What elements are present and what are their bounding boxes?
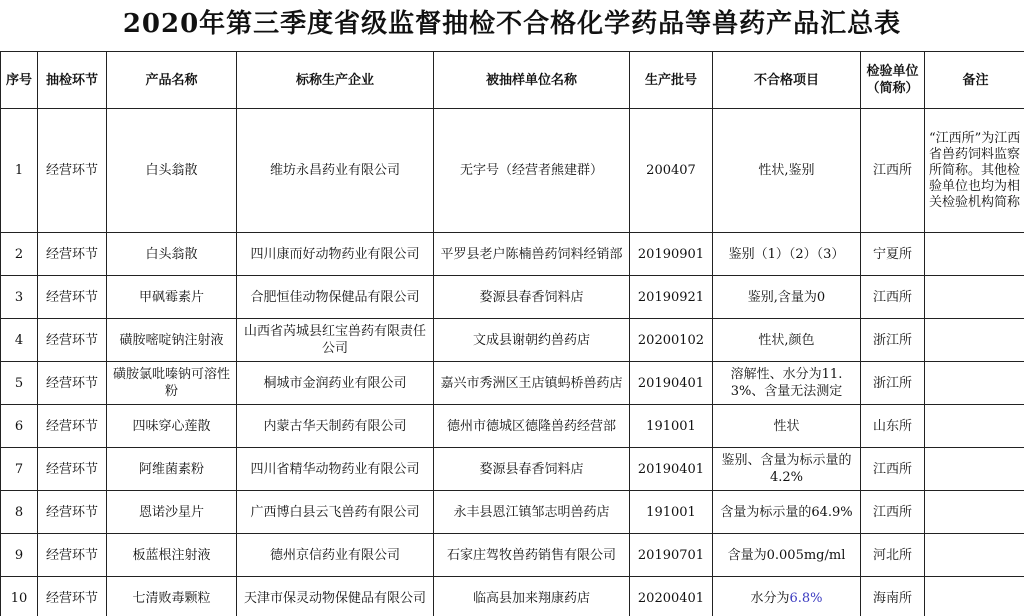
cell-note xyxy=(925,534,1024,577)
cell-batch: 20190901 xyxy=(630,233,713,276)
cell-sampled: 德州市德城区德隆兽药经营部 xyxy=(434,405,630,448)
header-items: 不合格项目 xyxy=(713,52,861,109)
cell-batch: 191001 xyxy=(630,405,713,448)
cell-items: 性状 xyxy=(713,405,861,448)
cell-product: 板蓝根注射液 xyxy=(107,534,237,577)
cell-no: 6 xyxy=(1,405,38,448)
cell-sampled: 婺源县春香饲料店 xyxy=(434,276,630,319)
cell-items: 含量为0.005mg/ml xyxy=(713,534,861,577)
table-row xyxy=(1,577,1024,616)
cell-batch: 200407 xyxy=(630,109,713,233)
table-row xyxy=(1,233,1024,276)
cell-maker: 四川省精华动物药业有限公司 xyxy=(237,448,434,491)
cell-note: “江西所”为江西省兽药饲料监察所简称。其他检验单位也均为相关检验机构简称 xyxy=(925,109,1024,233)
header-no: 序号 xyxy=(1,52,38,109)
cell-sampled: 嘉兴市秀洲区王店镇蚂桥兽药店 xyxy=(434,362,630,405)
cell-lab: 浙江所 xyxy=(861,319,925,362)
cell-sampled: 无字号（经营者熊建群） xyxy=(434,109,630,233)
cell-maker: 桐城市金润药业有限公司 xyxy=(237,362,434,405)
cell-batch: 20200102 xyxy=(630,319,713,362)
cell-batch: 191001 xyxy=(630,491,713,534)
cell-lab: 江西所 xyxy=(861,448,925,491)
cell-no: 2 xyxy=(1,233,38,276)
cell-no: 5 xyxy=(1,362,38,405)
cell-sampled: 文成县谢朝约兽药店 xyxy=(434,319,630,362)
cell-stage: 经营环节 xyxy=(38,233,107,276)
cell-no: 8 xyxy=(1,491,38,534)
header-stage: 抽检环节 xyxy=(38,52,107,109)
cell-sampled: 平罗县老户陈楠兽药饲料经销部 xyxy=(434,233,630,276)
cell-sampled: 临高县加来翔康药店 xyxy=(434,577,630,616)
cell-maker: 德州京信药业有限公司 xyxy=(237,534,434,577)
header-lab: 检验单位（简称） xyxy=(861,52,925,109)
cell-stage: 经营环节 xyxy=(38,362,107,405)
cell-sampled: 永丰县恩江镇邹志明兽药店 xyxy=(434,491,630,534)
cell-maker: 天津市保灵动物保健品有限公司 xyxy=(237,577,434,616)
cell-items-prefix: 水分为 xyxy=(750,590,790,606)
table-row xyxy=(1,448,1024,491)
header-product: 产品名称 xyxy=(107,52,237,109)
cell-lab: 浙江所 xyxy=(861,362,925,405)
cell-product: 七清败毒颗粒 xyxy=(107,577,237,616)
header-maker: 标称生产企业 xyxy=(237,52,434,109)
table-row xyxy=(1,491,1024,534)
cell-maker: 维坊永昌药业有限公司 xyxy=(237,109,434,233)
table-row xyxy=(1,319,1024,362)
cell-maker: 合肥恒佳动物保健品有限公司 xyxy=(237,276,434,319)
cell-lab: 江西所 xyxy=(861,109,925,233)
cell-stage: 经营环节 xyxy=(38,491,107,534)
cell-lab: 宁夏所 xyxy=(861,233,925,276)
cell-no: 9 xyxy=(1,534,38,577)
cell-lab: 山东所 xyxy=(861,405,925,448)
cell-lab: 海南所 xyxy=(861,577,925,616)
table-row xyxy=(1,362,1024,405)
cell-product: 磺胺嘧啶钠注射液 xyxy=(107,319,237,362)
cell-stage: 经营环节 xyxy=(38,109,107,233)
cell-items: 溶解性、水分为11.3%、含量无法测定 xyxy=(713,362,861,405)
cell-stage: 经营环节 xyxy=(38,534,107,577)
table-row xyxy=(1,109,1024,233)
cell-sampled: 石家庄驾牧兽药销售有限公司 xyxy=(434,534,630,577)
cell-note xyxy=(925,491,1024,534)
cell-lab: 江西所 xyxy=(861,491,925,534)
cell-no: 4 xyxy=(1,319,38,362)
cell-no: 1 xyxy=(1,109,38,233)
cell-product: 阿维菌素粉 xyxy=(107,448,237,491)
cell-product: 白头翁散 xyxy=(107,109,237,233)
cell-product: 白头翁散 xyxy=(107,233,237,276)
cell-stage: 经营环节 xyxy=(38,448,107,491)
cell-items: 含量为标示量的64.9% xyxy=(713,491,861,534)
cell-no: 7 xyxy=(1,448,38,491)
cell-items: 鉴别,含量为0 xyxy=(713,276,861,319)
cell-items: 鉴别（1）（2）（3） xyxy=(713,233,861,276)
cell-batch: 20190401 xyxy=(630,448,713,491)
cell-items: 性状,颜色 xyxy=(713,319,861,362)
cell-maker: 广西博白县云飞兽药有限公司 xyxy=(237,491,434,534)
cell-no: 10 xyxy=(1,577,38,616)
cell-note xyxy=(925,362,1024,405)
cell-batch: 20200401 xyxy=(630,577,713,616)
cell-lab: 河北所 xyxy=(861,534,925,577)
cell-note xyxy=(925,448,1024,491)
cell-stage: 经营环节 xyxy=(38,577,107,616)
cell-maker: 山西省芮城县红宝兽药有限责任公司 xyxy=(237,319,434,362)
cell-no: 3 xyxy=(1,276,38,319)
cell-items: 鉴别、含量为标示量的4.2% xyxy=(713,448,861,491)
page-title: 2020年第三季度省级监督抽检不合格化学药品等兽药产品汇总表 xyxy=(122,9,902,39)
table-row xyxy=(1,405,1024,448)
cell-batch: 20190921 xyxy=(630,276,713,319)
cell-product: 磺胺氯吡嗪钠可溶性粉 xyxy=(107,362,237,405)
summary-table xyxy=(0,51,1024,616)
cell-sampled: 婺源县春香饲料店 xyxy=(434,448,630,491)
cell-items: 性状,鉴别 xyxy=(713,109,861,233)
header-batch: 生产批号 xyxy=(630,52,713,109)
header-note: 备注 xyxy=(925,52,1024,109)
cell-stage: 经营环节 xyxy=(38,405,107,448)
cell-batch: 20190701 xyxy=(630,534,713,577)
table-header-row xyxy=(1,52,1024,109)
table-row xyxy=(1,276,1024,319)
cell-note xyxy=(925,577,1024,616)
cell-stage: 经营环节 xyxy=(38,319,107,362)
cell-stage: 经营环节 xyxy=(38,276,107,319)
table-row xyxy=(1,534,1024,577)
cell-note xyxy=(925,319,1024,362)
header-sampled: 被抽样单位名称 xyxy=(434,52,630,109)
cell-product: 甲砜霉素片 xyxy=(107,276,237,319)
cell-product: 四味穿心莲散 xyxy=(107,405,237,448)
cell-items-value: 6.8% xyxy=(789,590,823,606)
cell-batch: 20190401 xyxy=(630,362,713,405)
cell-note xyxy=(925,233,1024,276)
cell-note xyxy=(925,405,1024,448)
cell-items xyxy=(713,577,861,616)
cell-note xyxy=(925,276,1024,319)
cell-maker: 内蒙古华天制药有限公司 xyxy=(237,405,434,448)
cell-product: 恩诺沙星片 xyxy=(107,491,237,534)
cell-lab: 江西所 xyxy=(861,276,925,319)
cell-maker: 四川康而好动物药业有限公司 xyxy=(237,233,434,276)
